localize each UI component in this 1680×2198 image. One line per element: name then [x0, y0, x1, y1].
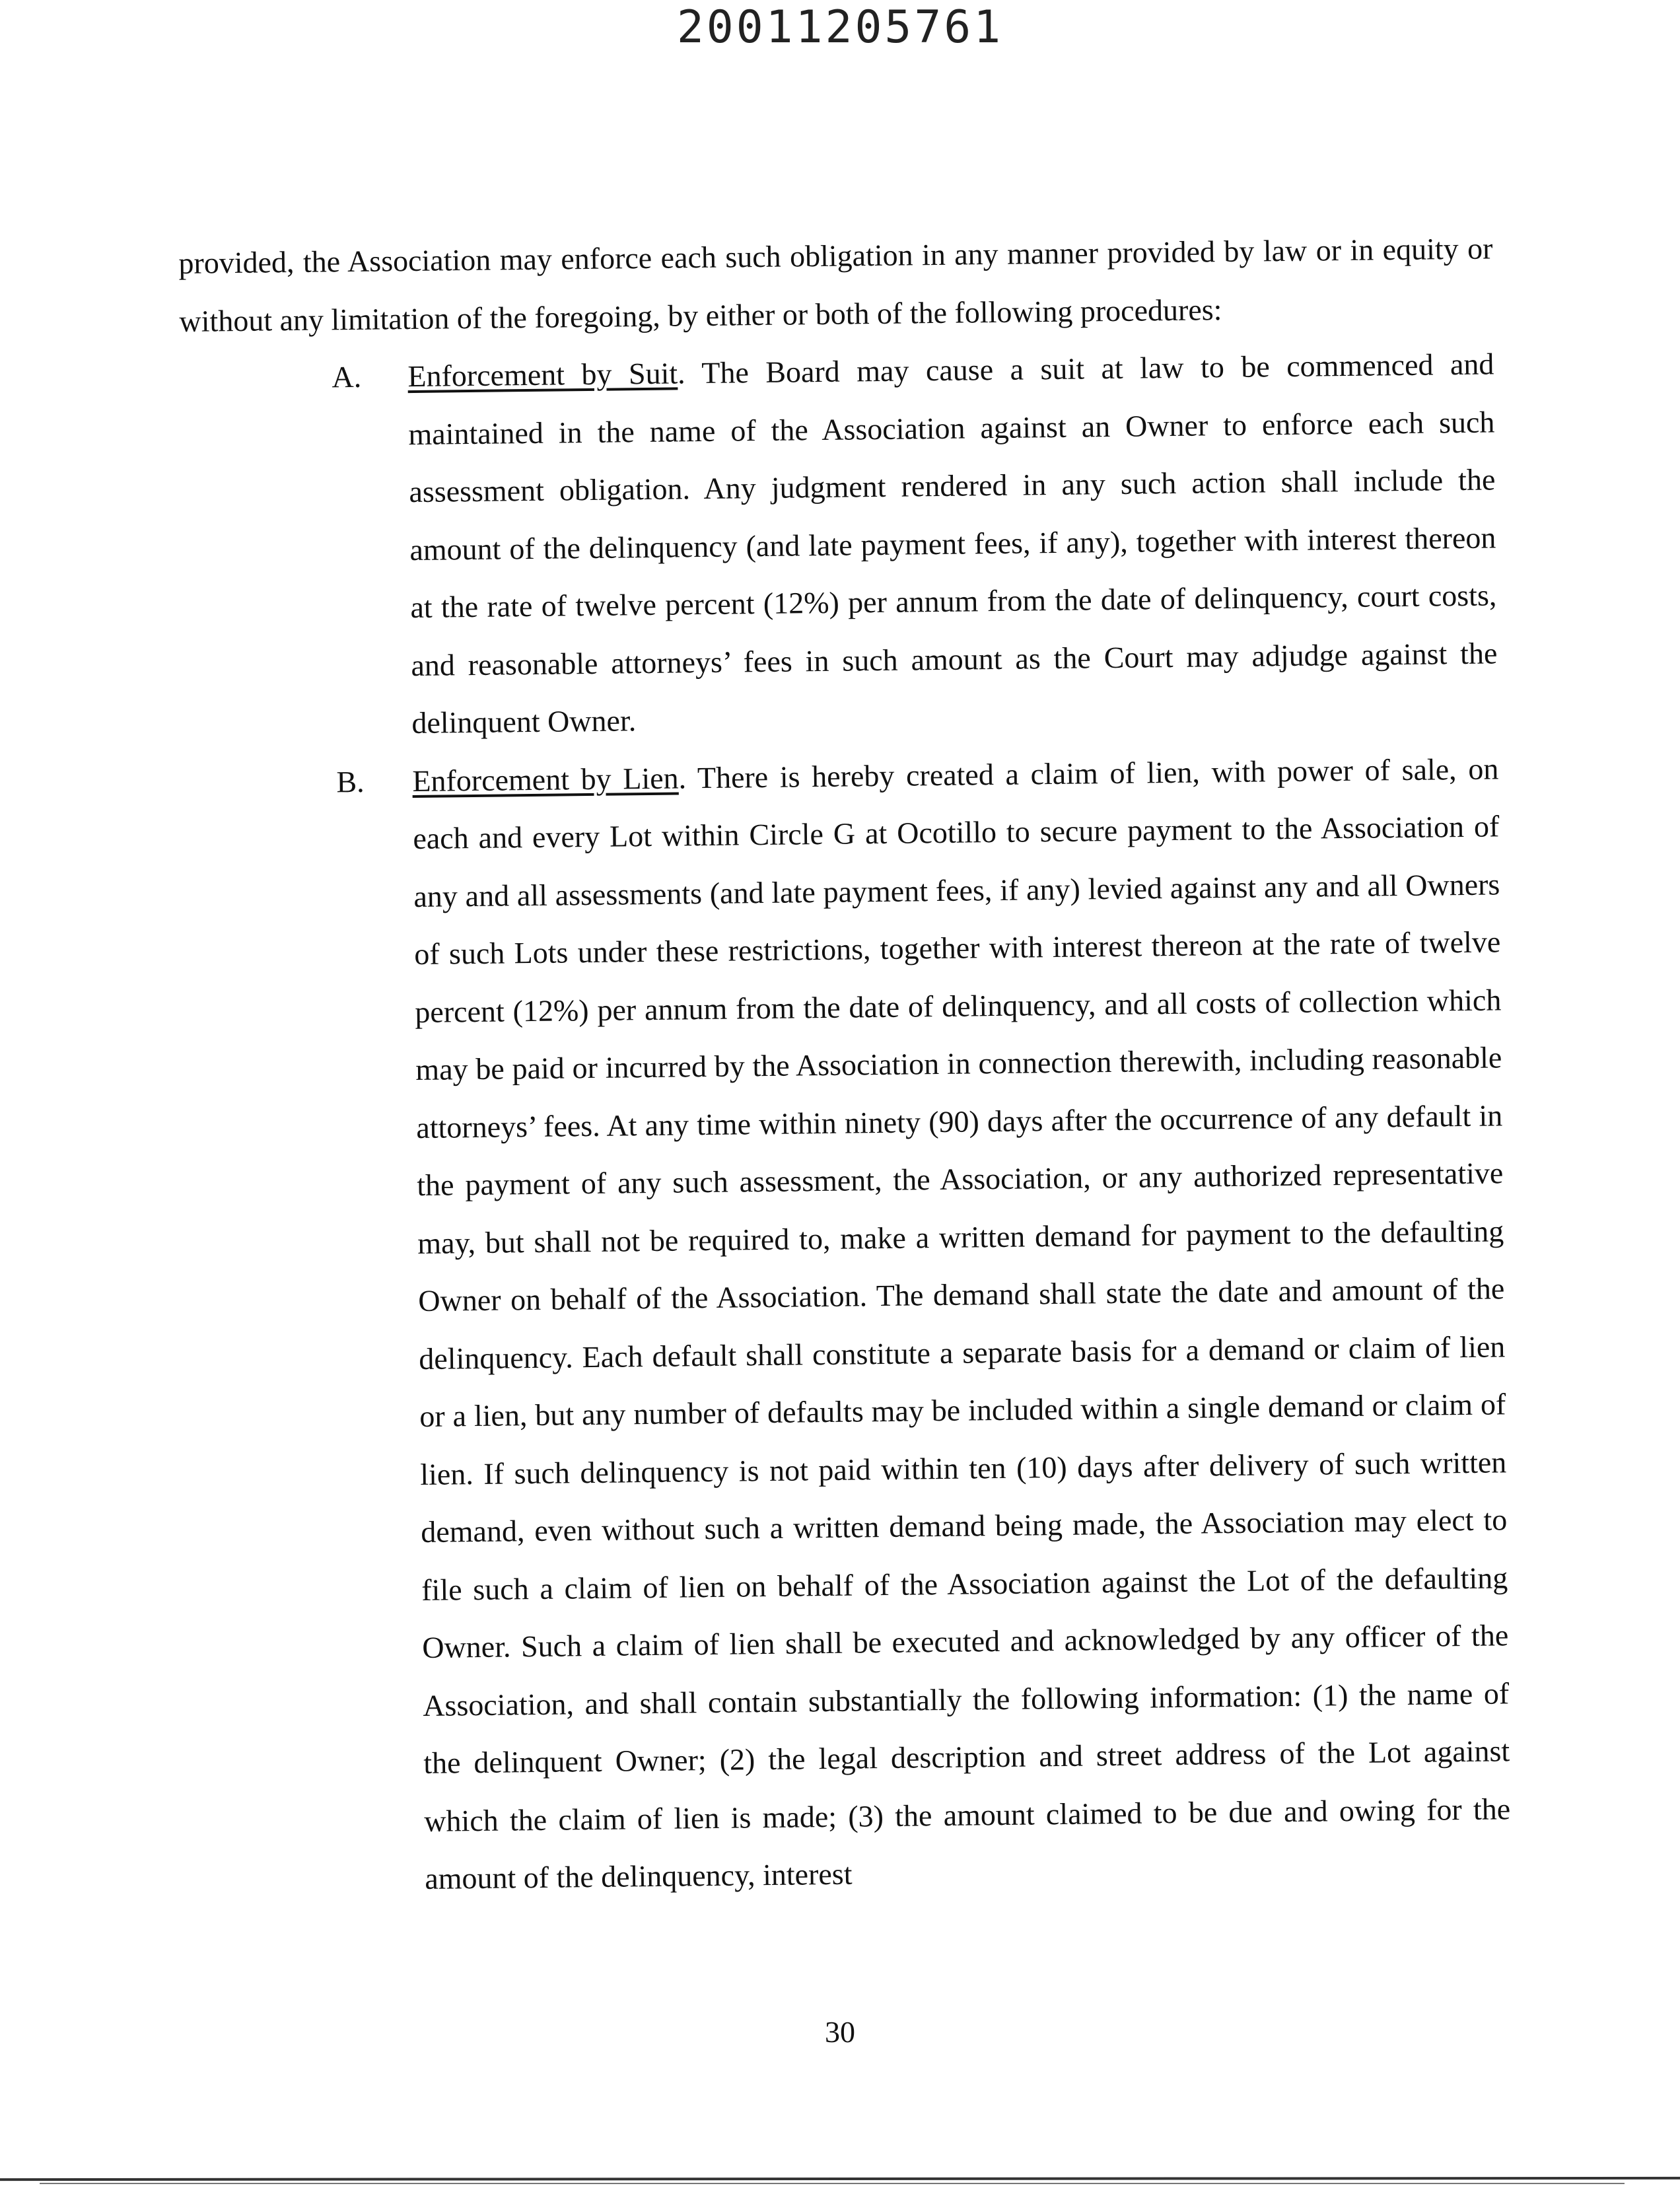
- document-body: [178, 219, 1512, 1910]
- intro-paragraph: provided, the Association may enforce each such obligation in any manner provided by law or in equity or without any limitation of the foregoing, by either or both of the following procedures:: [178, 231, 1493, 338]
- footer-rule-thin: [40, 2183, 1625, 2184]
- footer-rule: [0, 2177, 1680, 2181]
- page-number: 30: [825, 2015, 855, 2049]
- subsection-a-text: . The Board may cause a suit at law to be commenced and maintained in the name of the Association against an Owner to enforce each such assessment obligation. Any judgment rendered in any such action shall include the amount of the delinquency (and late payment fees, if any), together with interest thereon at the rate of twelve percent (12%) per annum from the date of delinquency, court costs, and reasonable attorneys’ fees in such amount as the Court may adjudge against the delinquent Owner.: [408, 347, 1498, 740]
- subsection-a-label: A.: [332, 359, 362, 394]
- subsection-a: [180, 335, 1498, 754]
- subsection-b: [184, 740, 1512, 1910]
- subsection-a-heading: Enforcement by Suit: [407, 356, 678, 394]
- subsection-b-label: B.: [336, 764, 365, 798]
- document-number: 20011205761: [676, 1, 1004, 53]
- subsection-b-text: . There is hereby created a claim of lien, with power of sale, on each and every Lot within Circle G at Ocotillo to secure payment to the Association of any and all assessments (and late payment fees, if any) levied against any and all Owners of such Lots under these restrictions, together with interest thereon at the rate of twelve percent (12%) per annum from the date of delinquency, and all costs of collection which may be paid or incurred by the Association in connection therewith, including reasonable attorneys’ fees. At any time within ninety (90) days after the occurrence of any default in the payment of any such assessment, the Association, or any authorized representative may, but shall not be required to, make a written demand for payment to the defaulting Owner on behalf of the Association. The demand shall state the date and amount of the delinquency. Each default shall constitute a separate basis for a demand or claim of lien or a lien, but any number of defaults may be included within a single demand or claim of lien. If such delinquency is not paid within ten (10) days after delivery of such written demand, even without such a written demand being made, the Association may elect to file such a claim of lien on behalf of the Association against the Lot of the defaulting Owner. Such a claim of lien shall be executed and acknowledged by any officer of the Association, and shall contain substantially the following information: (1) the name of the delinquent Owner; (2) the legal description and street address of the Lot against which the claim of lien is made; (3) the amount claimed to be due and owing for the amount of the delinquency, interest: [413, 751, 1511, 1896]
- subsection-b-heading: Enforcement by Lien: [412, 760, 679, 798]
